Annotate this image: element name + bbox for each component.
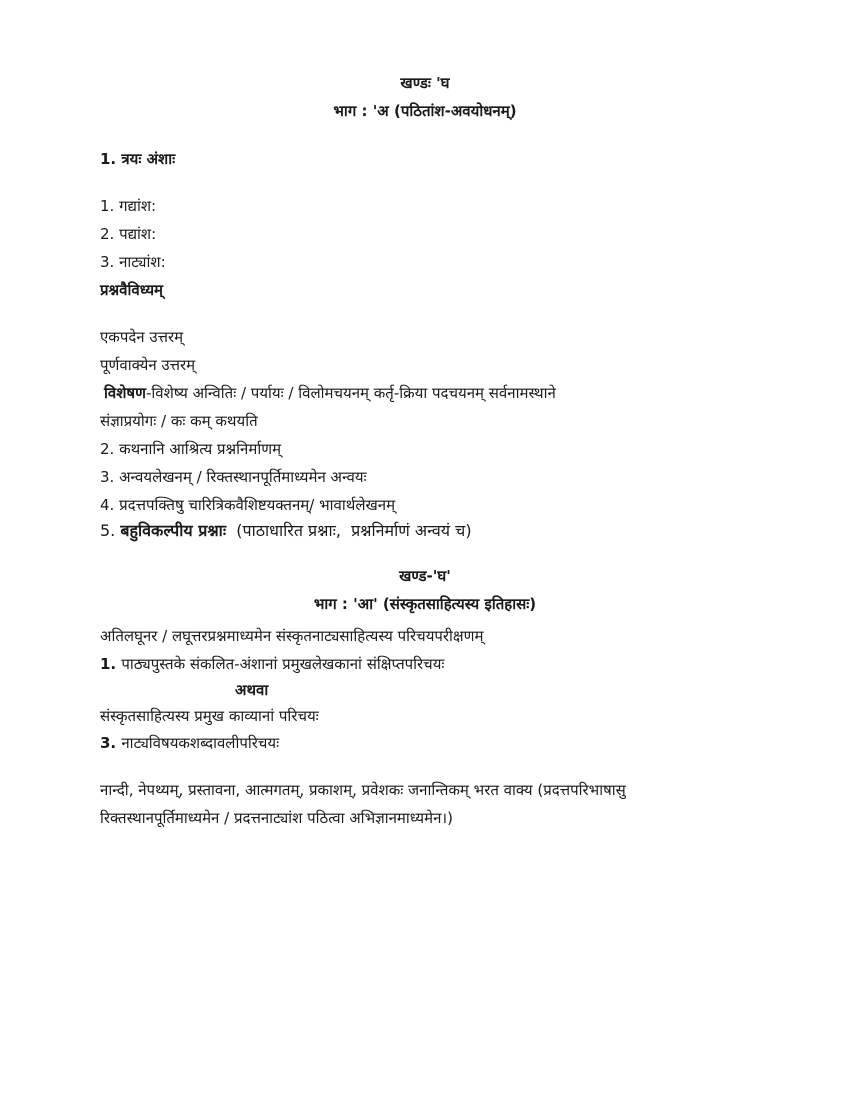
line-q2: 2. कथनानि आश्रित्य प्रश्ननिर्माणम्: [100, 440, 282, 458]
p3-number: 3.: [100, 734, 122, 752]
list-item-gadyansh: 1. गद्यांश:: [100, 197, 157, 215]
section1-subheading: भाग : 'अ (पठितांश-अवयोधनम्): [333, 102, 517, 120]
line-q3: 3. अन्वयलेखनम् / रिक्तस्थानपूर्तिमाध्यमेन अन्वयः: [100, 468, 367, 486]
line-q5: [100, 521, 472, 541]
line-sanjna: संज्ञाप्रयोगः / कः कम् कथयति: [100, 412, 258, 430]
q5-rest: (पाठाधारित प्रश्नाः, प्रश्ननिर्माणं अन्वयं च): [226, 521, 472, 540]
line-p3: [100, 733, 279, 753]
list-item-natyansh: 3. नाट्यांश:: [100, 253, 166, 271]
list-item-padyansh: 2. पद्यांश:: [100, 225, 157, 243]
p3-text: नाट्यविषयकशब्दावलीपरिचयः: [121, 734, 280, 752]
q5-bold: बहुविकल्पीय प्रश्नाः: [120, 521, 227, 540]
line-kavya: संस्कृतसाहित्यस्य प्रमुख काव्यानां परिचयः: [100, 707, 319, 725]
line-ekapada: एकपदेन उत्तरम्: [100, 328, 184, 346]
item-three-parts: 1. त्रयः अंशाः: [100, 150, 176, 168]
p1-number: 1.: [100, 655, 122, 673]
line-purnavakya: पूर्णवाक्येन उत्तरम्: [100, 356, 196, 374]
line-intro: अतिलघूनर / लघूत्तरप्रश्नमाध्यमेन संस्कृतनाट्यसाहित्यस्य परिचयपरीक्षणम्: [100, 627, 484, 645]
athava-label: अथवा: [235, 681, 269, 699]
section2-subheading: भाग : 'आ' (संस्कृतसाहित्यस्य इतिहासः): [313, 595, 537, 613]
terms-line-2: रिक्तस्थानपूर्तिमाध्यमेन / प्रदत्तनाट्यांश पठित्वा अभिज्ञानमाध्यमेन।): [100, 809, 453, 827]
line-q4: 4. प्रदत्तपक्तिषु चारित्रिकवैशिष्टयक्तनम्/ भावार्थलेखनम्: [100, 496, 396, 514]
question-variety-heading: प्रश्नवैविध्यम्: [100, 281, 164, 299]
section2-heading: खण्ड-'घ': [399, 567, 451, 585]
p1-text: पाठ्यपुस्तके संकलित-अंशानां प्रमुखलेखकानां संक्षिप्तपरिचयः: [121, 655, 445, 673]
line-visheshana: [104, 383, 556, 403]
visheshana-rest: -विशेष्य अन्वितिः / पर्यायः / विलोमचयनम् कर्तृ-क्रिया पदचयनम् सर्वनामस्थाने: [145, 384, 556, 402]
q5-number: 5.: [100, 521, 121, 540]
visheshana-bold: विशेषण: [104, 384, 146, 402]
terms-line-1: नान्दी, नेपथ्यम्, प्रस्तावना, आत्मगतम्, प्रकाशम्, प्रवेशकः जनान्तिकम् भरत वाक्य (प्रदत्तपरिभाषासु: [100, 781, 626, 799]
line-p1: [100, 654, 444, 674]
section1-heading: खण्डः 'घ: [400, 74, 450, 92]
